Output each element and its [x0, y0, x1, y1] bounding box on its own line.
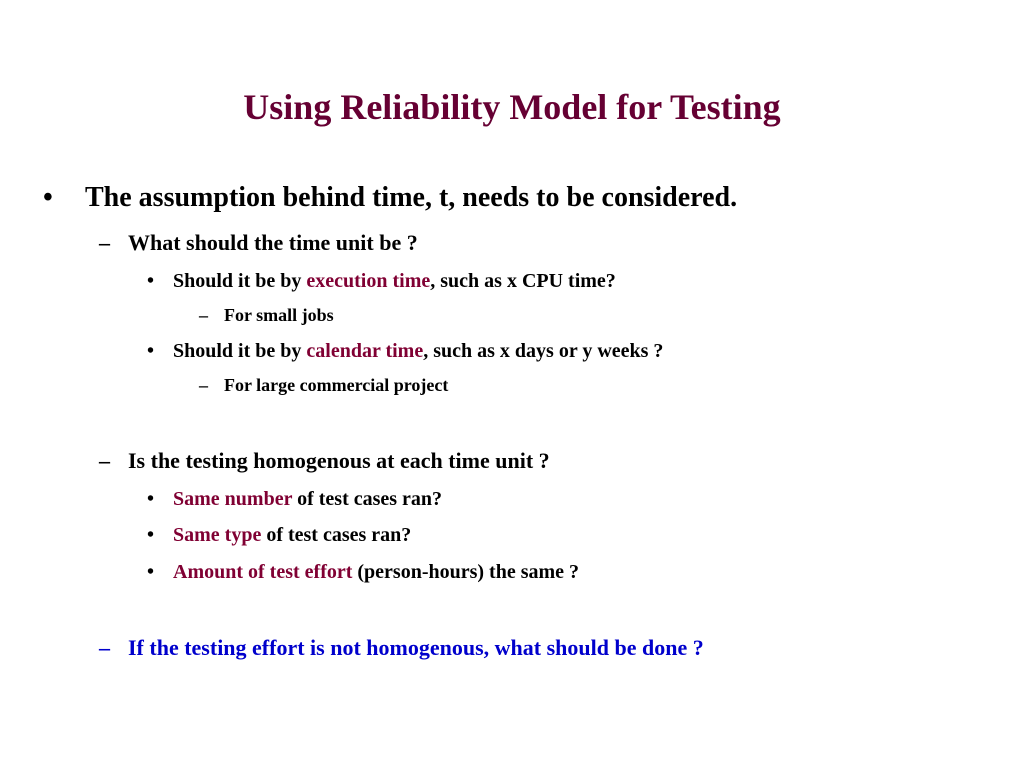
- highlight-same-number: Same number: [173, 488, 293, 510]
- bullet-marker: •: [147, 488, 155, 510]
- dash-marker: –: [99, 448, 110, 473]
- subbullet-execution-time: [173, 268, 616, 294]
- highlight-execution-time: execution time: [306, 270, 431, 292]
- bullet-text: What should the time unit be ?: [128, 230, 418, 255]
- bullet-text: The assumption behind time, t, needs to be considered.: [85, 182, 738, 213]
- dash-marker: –: [99, 230, 110, 255]
- dash-marker: –: [99, 635, 110, 660]
- bullet-text: Is the testing homogenous at each time unit ?: [128, 448, 550, 473]
- bullet-text: For large commercial project: [224, 375, 449, 395]
- bullet-marker: •: [147, 270, 155, 292]
- subbullet-test-effort: [173, 559, 579, 585]
- bullet-assumption-time: [85, 181, 737, 215]
- bullet-text: Should it be by: [173, 270, 307, 292]
- highlight-test-effort: Amount of test effort: [173, 561, 353, 583]
- bullet-marker: •: [147, 524, 155, 546]
- bullet-text: of test cases ran?: [292, 488, 443, 510]
- subbullet-time-unit: [128, 229, 418, 257]
- bullet-marker: •: [147, 561, 155, 583]
- bullet-text: If the testing effort is not homogenous, what should be done ?: [128, 635, 704, 660]
- bullet-marker: •: [147, 340, 155, 362]
- subbullet-not-homogenous-question: [128, 634, 704, 662]
- subbullet-homogenous: [128, 447, 550, 475]
- bullet-text: , such as x days or y weeks ?: [423, 340, 664, 362]
- slide-title: Using Reliability Model for Testing: [243, 87, 781, 127]
- bullet-text: of test cases ran?: [261, 524, 412, 546]
- subbullet-small-jobs: [224, 304, 334, 326]
- highlight-same-type: Same type: [173, 524, 262, 546]
- bullet-text: For small jobs: [224, 305, 334, 325]
- bullet-text: (person-hours) the same ?: [352, 561, 580, 583]
- bullet-text: Should it be by: [173, 340, 307, 362]
- subbullet-large-project: [224, 374, 448, 396]
- subbullet-same-type: [173, 522, 411, 548]
- subbullet-calendar-time: [173, 338, 663, 364]
- subbullet-same-number: [173, 486, 442, 512]
- bullet-text: , such as x CPU time?: [430, 270, 616, 292]
- dash-marker: –: [199, 305, 208, 325]
- highlight-calendar-time: calendar time: [306, 340, 424, 362]
- bullet-marker: •: [43, 182, 53, 213]
- dash-marker: –: [199, 375, 208, 395]
